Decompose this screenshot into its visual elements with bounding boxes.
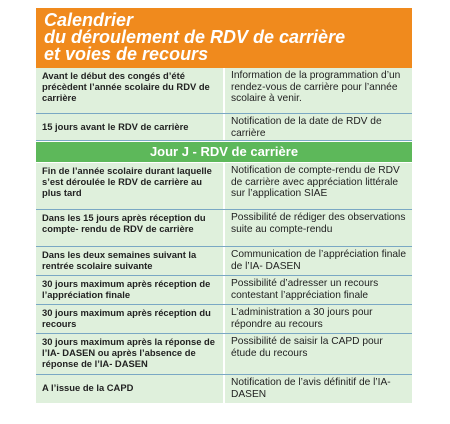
- table-row: [36, 247, 412, 276]
- row-when: Avant le début des congés d’été précèdent l’année scolaire du RDV de carrière: [36, 68, 223, 113]
- row-what: Notification de l’avis définitif de l’IA-DASEN: [223, 375, 412, 403]
- table-row: [36, 114, 412, 141]
- row-what: Possibilité d’adresser un recours contestant l’appréciation finale: [223, 276, 412, 304]
- title-line-2: du déroulement de RDV de carrière: [44, 27, 346, 47]
- table-row: [36, 163, 412, 210]
- row-what: L’administration a 30 jours pour répondre au recours: [223, 305, 412, 333]
- row-when: A l’issue de la CAPD: [36, 375, 223, 403]
- timeline-table: [36, 68, 412, 403]
- row-what: Notification de la date de RDV de carrière: [223, 114, 412, 140]
- row-what: Possibilité de rédiger des observations suite au compte-rendu: [223, 210, 412, 246]
- row-what: Information de la programmation d’un rendez-vous de carrière pour l’année scolaire à venir.: [223, 68, 412, 113]
- row-when: 15 jours avant le RDV de carrière: [36, 114, 223, 140]
- row-when: 30 jours maximum après réception du recours: [36, 305, 223, 333]
- row-when: 30 jours maximum après la réponse de l’IA- DASEN ou après l’absence de réponse de l’IA- DASEN: [36, 334, 223, 374]
- row-what: Possibilité de saisir la CAPD pour étude du recours: [223, 334, 412, 374]
- table-row: [36, 210, 412, 247]
- title-line-1: Calendrier: [44, 10, 134, 30]
- table-row: [36, 276, 412, 305]
- row-what: Communication de l’appréciation finale de l’IA- DASEN: [223, 247, 412, 275]
- row-what: Notification de compte-rendu de RDV de carrière avec appréciation littérale sur l’application SIAE: [223, 163, 412, 209]
- row-when: Fin de l’année scolaire durant laquelle s’est déroulée le RDV de carrière au plus tard: [36, 163, 223, 209]
- row-when: 30 jours maximum après réception de l’appréciation finale: [36, 276, 223, 304]
- row-when: Dans les 15 jours après réception du compte- rendu de RDV de carrière: [36, 210, 223, 246]
- document-title: [36, 8, 412, 68]
- table-row: [36, 68, 412, 114]
- row-when: Dans les deux semaines suivant la rentrée scolaire suivante: [36, 247, 223, 275]
- title-line-3: et voies de recours: [44, 44, 209, 64]
- jour-j-band: Jour J - RDV de carrière: [36, 142, 412, 162]
- table-row: [36, 334, 412, 375]
- table-row: [36, 305, 412, 334]
- calendar-document: [36, 8, 412, 403]
- table-row: [36, 375, 412, 403]
